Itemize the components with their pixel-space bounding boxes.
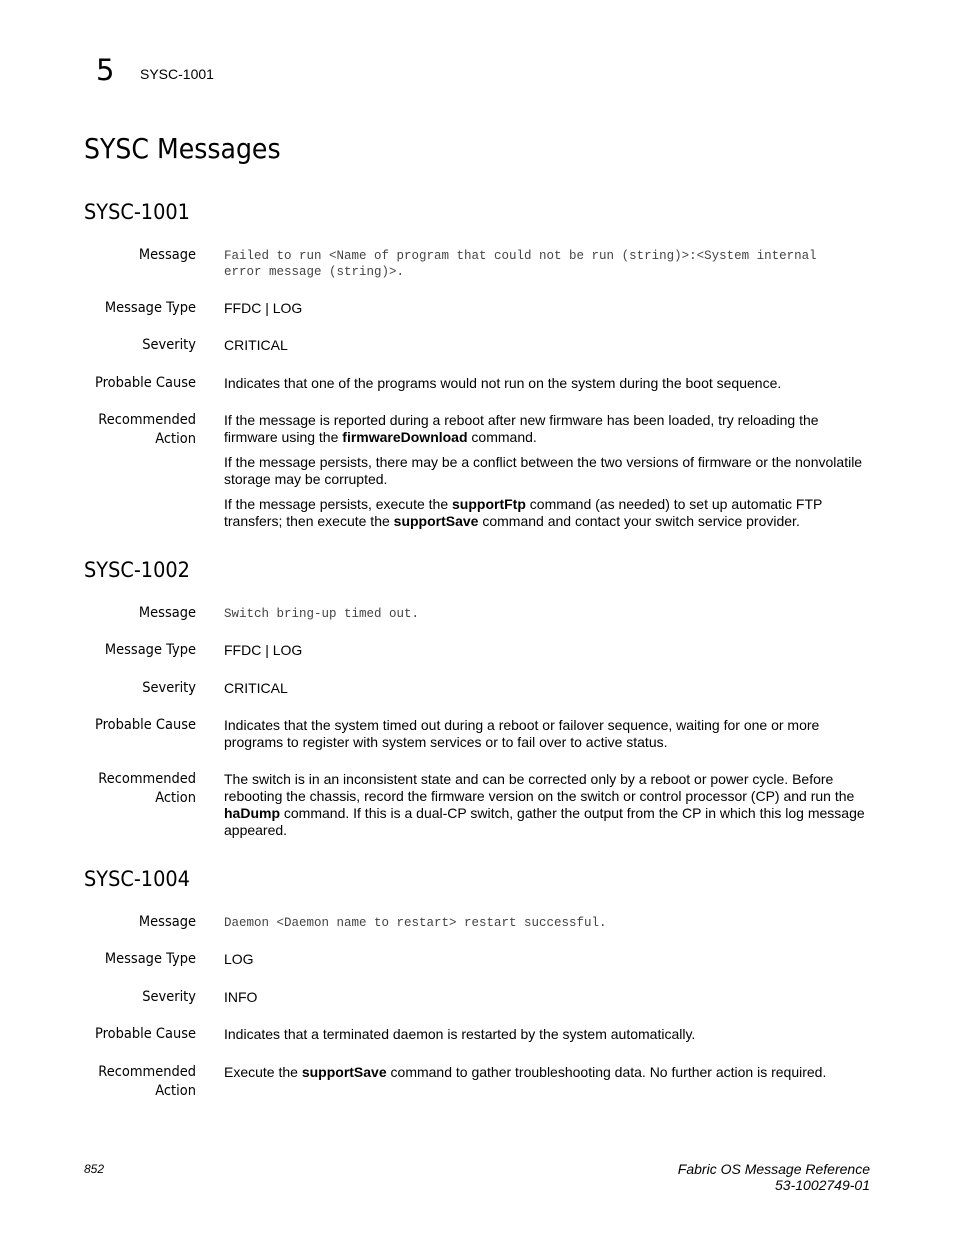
recommended-action-text (224, 771, 874, 839)
label-recommended: Recommended (98, 1064, 196, 1080)
chapter-number: 5 (96, 53, 115, 87)
message-line: error message (string)>. (224, 265, 405, 279)
action-paragraph: If the message persists, there may be a conflict between the two versions of firmware or the nonvolatile storage may be corrupted. (224, 454, 863, 487)
probable-cause-text: Indicates that one of the programs would not run on the system during the boot sequence. (224, 375, 782, 391)
page-title: SYSC Messages (84, 132, 281, 165)
section-title-sysc-1001: SYSC-1001 (84, 200, 190, 224)
action-paragraph: Execute the supportSave command to gather troubleshooting data. No further action is required. (224, 1064, 827, 1080)
command-name: haDump (224, 805, 280, 821)
label-action: Action (155, 431, 196, 447)
action-paragraph: If the message persists, execute the supportFtp command (as needed) to set up automatic FTP transfers; then execute the supportSave command and contact your switch service provider. (224, 496, 823, 529)
doc-footer (678, 1161, 870, 1193)
section-title-sysc-1004: SYSC-1004 (84, 867, 190, 891)
message-text (224, 606, 874, 622)
label-message-type: Message Type (104, 642, 196, 658)
label-message: Message (138, 605, 196, 621)
label-recommended: Recommended (98, 771, 196, 787)
recommended-action-text (224, 1064, 874, 1081)
label-probable-cause: Probable Cause (94, 1026, 196, 1042)
message-line: Failed to run <Name of program that could not be run (string)>:<System internal (224, 249, 817, 263)
label-recommended-action (70, 1063, 196, 1101)
message-text (224, 248, 874, 280)
label-severity: Severity (142, 989, 196, 1005)
message-type-value: FFDC | LOG (224, 300, 303, 316)
message-text (224, 915, 874, 931)
label-message: Message (138, 247, 196, 263)
label-message-type: Message Type (104, 951, 196, 967)
label-recommended-action (70, 770, 196, 808)
label-action: Action (155, 790, 196, 806)
command-name: firmwareDownload (342, 429, 468, 445)
probable-cause-text: Indicates that a terminated daemon is restarted by the system automatically. (224, 1026, 696, 1042)
severity-value: INFO (224, 989, 258, 1005)
message-line: Daemon <Daemon name to restart> restart successful. (224, 916, 607, 930)
command-name: supportFtp (452, 496, 526, 512)
label-recommended-action (70, 411, 196, 449)
page-number: 852 (84, 1162, 105, 1176)
label-message: Message (138, 914, 196, 930)
action-paragraph: If the message is reported during a reboot after new firmware has been loaded, try reloading the firmware using the firmwareDownload command. (224, 412, 819, 445)
probable-cause-text: Indicates that the system timed out during a reboot or failover sequence, waiting for one or more programs to register with system services or to fail over to active status. (224, 717, 820, 750)
label-message-type: Message Type (104, 300, 196, 316)
label-recommended: Recommended (98, 412, 196, 428)
message-line: Switch bring-up timed out. (224, 607, 420, 621)
label-severity: Severity (142, 680, 196, 696)
doc-title: Fabric OS Message Reference (677, 1161, 870, 1177)
doc-number: 53-1002749-01 (775, 1177, 870, 1193)
severity-value: CRITICAL (224, 337, 288, 353)
label-probable-cause: Probable Cause (94, 717, 196, 733)
label-probable-cause: Probable Cause (94, 375, 196, 391)
label-action: Action (155, 1083, 196, 1099)
action-paragraph: The switch is in an inconsistent state and can be corrected only by a reboot or power cycle. Before rebooting the chassis, record the firmware version on the switch or control processor (CP) and run the haDump command. If this is a dual-CP switch, gather the output from the CP in which this log message appeared. (224, 771, 865, 838)
message-type-value: LOG (224, 951, 254, 967)
section-title-sysc-1002: SYSC-1002 (84, 558, 190, 582)
command-name: supportSave (301, 1064, 387, 1080)
command-name: supportSave (393, 513, 479, 529)
severity-value: CRITICAL (224, 680, 288, 696)
message-type-value: FFDC | LOG (224, 642, 303, 658)
running-head: SYSC-1001 (140, 66, 214, 82)
label-severity: Severity (142, 337, 196, 353)
recommended-action-text (224, 412, 874, 530)
